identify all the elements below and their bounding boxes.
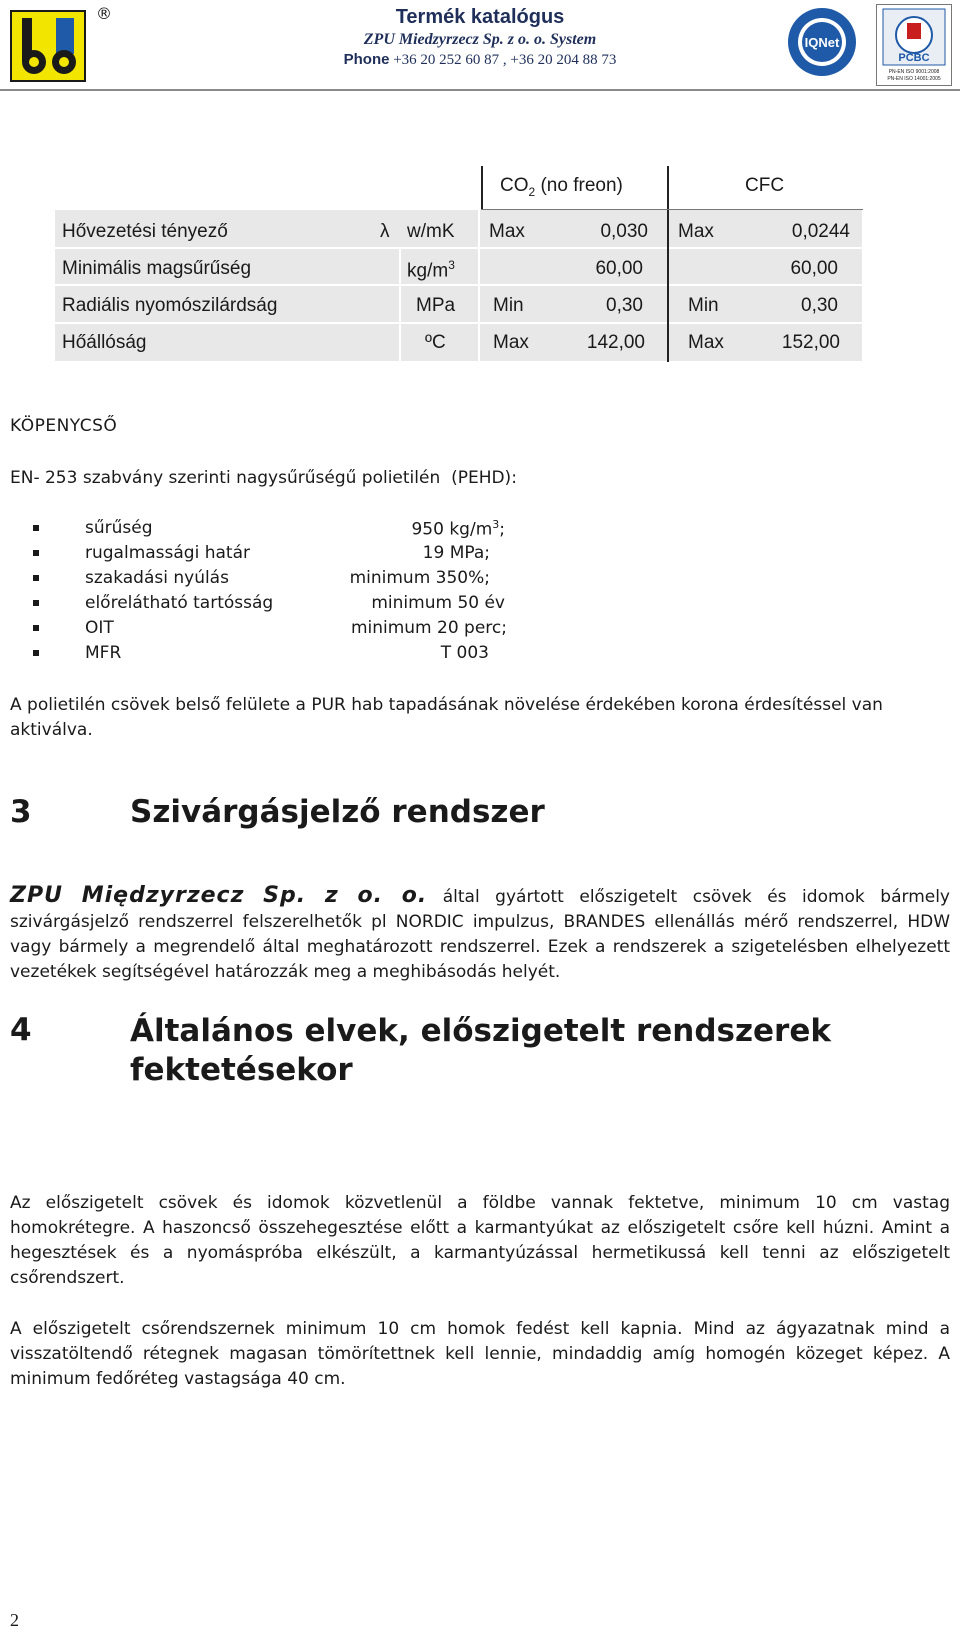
pcbc-certificate-seal [876, 4, 952, 86]
list-item-label: rugalmassági határ [85, 543, 250, 563]
company-name: ZPU Miedzyrzecz Sp. z o. o. System [363, 31, 597, 48]
table-col-sep [399, 249, 401, 362]
kopeny-subheading: EN- 253 szabvány szerinti nagysűrűségű polietilén (PEHD): [10, 468, 517, 488]
section-heading-kopeny: KÖPENYCSŐ [10, 416, 118, 436]
table-col-cfc: CFC [745, 175, 785, 196]
table-row-unit: $kg/m^3$ [407, 258, 455, 282]
table-row-name: Minimális magsűrűség [62, 258, 252, 279]
bullet-icon [33, 550, 39, 556]
section3-paragraph: ZPU Międzyrzecz Sp. z o. o. által gyártott előszigetelt csövek és idomok bármely szivárgásjelző rendszerrel felszerelhetők pl NORDIC impulzus, BRANDES ellenállás mérő rendszerrel, HDW vagy bármely a megrendelő által meghatározott rendszerrel. Ezek a rendszerek a szigetelésben elhelyezett vezetékek segítségével határozzák meg a meghibásodás helyét. [10, 883, 950, 982]
list-item-value: 950 $kg/m^3$; [411, 518, 505, 540]
list-item-label: OIT [85, 618, 114, 638]
bullet-icon [33, 650, 39, 656]
table-row-v1: 142,00 [586, 332, 645, 353]
table-row-v2: 60,00 [790, 258, 838, 279]
bullet-icon [33, 625, 39, 631]
list-item [0, 618, 960, 643]
table-row-q1: Max [493, 332, 529, 353]
table-row-q2: Max [678, 221, 714, 242]
section-number: 3 [10, 794, 32, 830]
phone-numbers: +36 20 252 60 87 , +36 20 204 88 73 [393, 52, 617, 68]
header-divider [0, 89, 960, 91]
list-item-label: előrelátható tartósság [85, 593, 274, 613]
list-item-label: szakadási nyúlás [85, 568, 229, 588]
list-item [0, 593, 960, 618]
list-item-value: 19 MPa; [422, 543, 490, 563]
section4-paragraph-1: Az előszigetelt csövek és idomok közvetlenül a földbe vannak fektetve, minimum 10 cm vastag homokrétegre. A haszoncső összehegesztése előtt a karmantyúkat az előszigetelt csőre kell húzni. Amint a hegesztések és a nyomáspróba elkészült, a karmantyúzással hermetikussá kell tenni az előszigetelt csőrendszert. [10, 1193, 950, 1288]
section-number: 4 [10, 1012, 32, 1048]
pcbc-seal-text: PCBC [898, 52, 930, 64]
list-item [0, 543, 960, 568]
table-col-sep [478, 210, 480, 362]
table-col-co2: $CO_2$ (no freon) [500, 175, 623, 199]
section-title: Általános elvek, előszigetelt rendszerek fektetésekor [130, 1013, 831, 1088]
table-vline [481, 166, 483, 210]
table-row-q2: Max [688, 332, 724, 353]
list-item [0, 518, 960, 543]
bullet-icon [33, 575, 39, 581]
bullet-icon [33, 525, 39, 531]
table-row-unit: MPa [416, 295, 456, 316]
table-row-name: Radiális nyomószilárdság [62, 295, 278, 316]
iqnet-seal-text: IQNet [804, 35, 840, 50]
section-title: Szivárgásjelző rendszer [130, 794, 545, 830]
page-number: 2 [10, 1610, 19, 1630]
table-row-unit: w/mK [407, 221, 455, 242]
company-emphasis: ZPU Międzyrzecz Sp. z o. o. [10, 883, 428, 908]
table-row-v1: 0,30 [606, 295, 643, 316]
list-item-value: minimum 50 év [371, 593, 505, 613]
table-row-v1: 60,00 [595, 258, 643, 279]
pcbc-cert-2: PN-EN ISO 14001:2005 [887, 76, 941, 82]
table-row-q1: Min [493, 295, 524, 316]
table-row-unit: ºC [425, 332, 446, 353]
bullet-icon [33, 600, 39, 606]
pcbc-cert-1: PN-EN ISO 9001:2008 [888, 69, 940, 75]
list-item-label: sűrűség [85, 518, 153, 538]
list-item-value: T 003 [440, 643, 489, 663]
table-row-q1: Max [489, 221, 525, 242]
list-item-label: MFR [85, 643, 122, 663]
table-row-v1: 0,030 [600, 221, 648, 242]
phone-label: Phone [343, 51, 390, 68]
section4-paragraph-2: A előszigetelt csőrendszernek minimum 10 cm homok fedést kell kapnia. Mind az ágyazatnak mind a visszatöltendő rétegnek magasan tömörítettnek kell lennie, mindaddig amíg homogén közeget képez. A minimum fedőréteg vastagsága 40 cm. [10, 1319, 950, 1389]
table-row-name: Hőállóság [62, 332, 147, 353]
catalog-title: Termék katalógus [395, 6, 565, 28]
table-vline [667, 166, 669, 362]
table-row-v2: 152,00 [781, 332, 840, 353]
list-item [0, 643, 960, 668]
table-header-rule [481, 209, 863, 210]
table-row-v2: 0,0244 [791, 221, 850, 242]
kopeny-paragraph: A polietilén csövek belső felülete a PUR hab tapadásának növelése érdekében korona érdesítéssel van aktiválva. [10, 695, 883, 740]
table-row-name: Hővezetési tényező [62, 221, 228, 242]
list-item-value: minimum 20 perc; [350, 618, 507, 638]
table-row-symbol: λ [380, 221, 390, 242]
table-row-q2: Min [688, 295, 719, 316]
kopeny-property-list [0, 518, 960, 668]
iqnet-certificate-seal [786, 6, 858, 78]
list-item-value: minimum 350%; [349, 568, 490, 588]
registered-mark: ® [96, 4, 112, 23]
table-row-v2: 0,30 [801, 295, 838, 316]
list-item [0, 568, 960, 593]
